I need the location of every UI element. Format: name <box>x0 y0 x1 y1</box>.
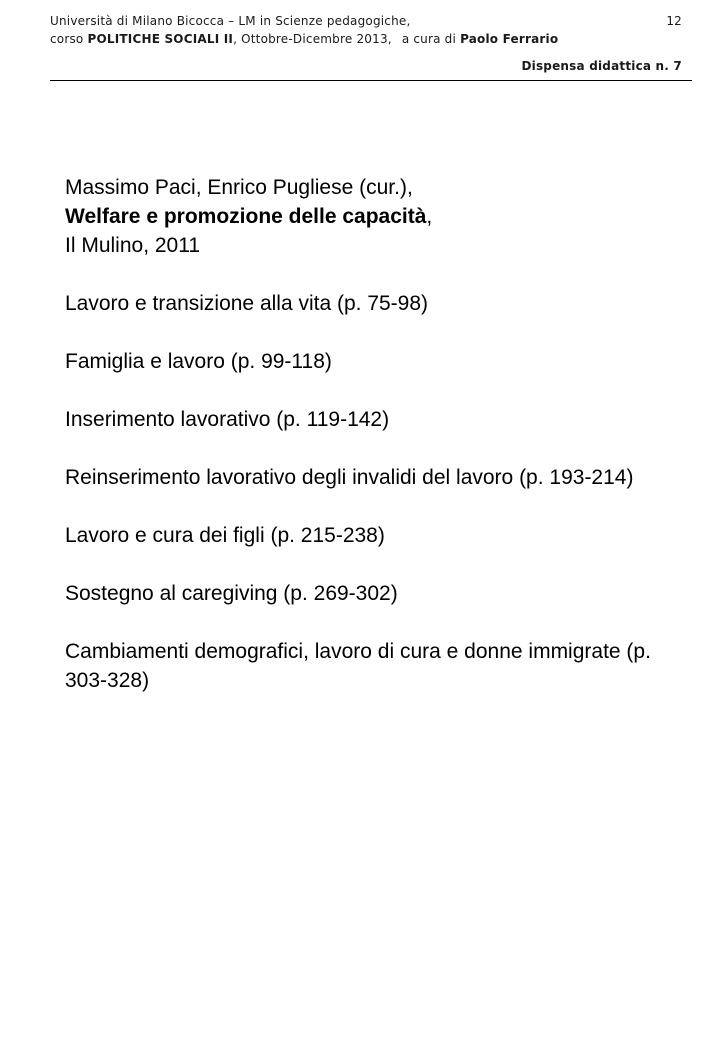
chapter-item: Cambiamenti demografici, lavoro di cura e donne immigrate (p. 303-328) <box>65 640 651 692</box>
chapter-item: Reinserimento lavorativo degli invalidi del lavoro (p. 193-214) <box>65 466 634 489</box>
chapter-item: Famiglia e lavoro (p. 99-118) <box>65 350 332 373</box>
dispensa-label: Dispensa didattica n. 7 <box>521 59 682 73</box>
chapter-item: Sostegno al caregiving (p. 269-302) <box>65 582 398 605</box>
header-divider <box>50 80 692 81</box>
book-authors: Massimo Paci, Enrico Pugliese (cur.), <box>65 176 413 199</box>
book-reference <box>65 173 675 260</box>
header-course-line <box>50 32 558 46</box>
book-title: Welfare e promozione delle capacità <box>65 205 427 228</box>
book-publisher: Il Mulino, 2011 <box>65 234 201 257</box>
chapter-item: Lavoro e cura dei figli (p. 215-238) <box>65 524 385 547</box>
header-course-name: POLITICHE SOCIALI II <box>87 32 234 46</box>
header-curator-prefix: a cura di <box>401 32 461 46</box>
page-number: 12 <box>666 14 682 28</box>
document-body <box>65 173 675 695</box>
header-course-dates: , Ottobre-Dicembre 2013, <box>233 32 392 46</box>
header-curator-name: Paolo Ferrario <box>460 32 559 46</box>
header-university-line: Università di Milano Bicocca – LM in Scienze pedagogiche, <box>50 14 411 28</box>
book-title-suffix: , <box>426 205 433 228</box>
chapter-item: Inserimento lavorativo (p. 119-142) <box>65 408 390 431</box>
header-course-prefix: corso <box>50 32 88 46</box>
chapter-item: Lavoro e transizione alla vita (p. 75-98) <box>65 292 429 315</box>
